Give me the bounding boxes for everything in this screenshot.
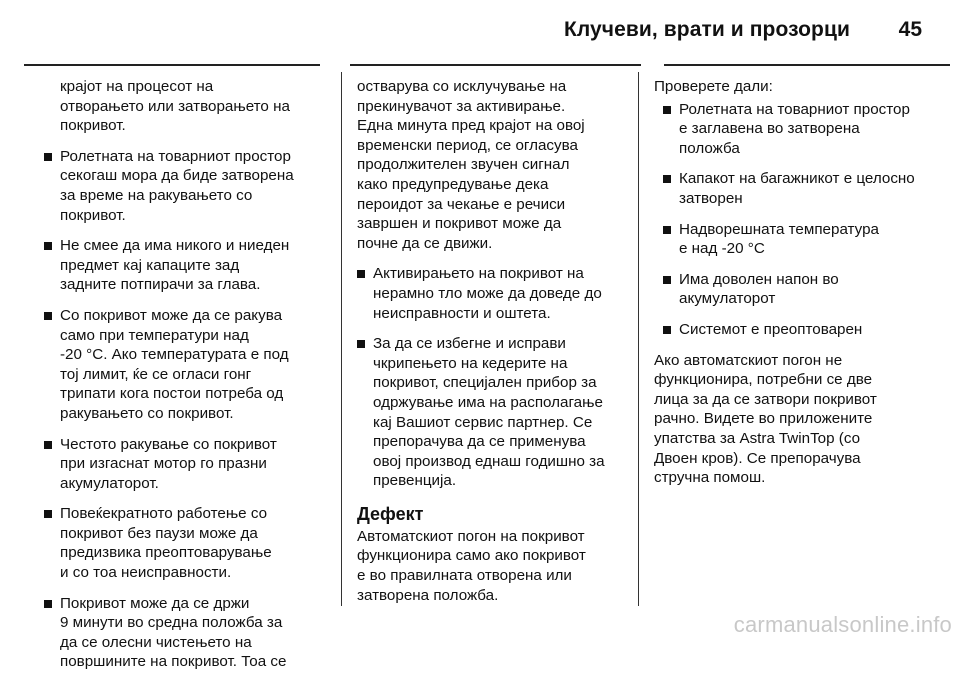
list-item-text: Надворешната температура е над -20 °C: [679, 220, 879, 258]
column-divider-2: [638, 72, 639, 606]
page-title: Клучеви, врати и прозорци: [563, 18, 850, 41]
bullet-icon: [663, 226, 671, 234]
list-item: [357, 264, 633, 323]
bullet-icon: [44, 441, 52, 449]
list-item-text: Има доволен напон во акумулаторот: [679, 270, 839, 308]
bullet-icon: [663, 276, 671, 284]
list-item-text: Не смее да има никого и ниеден предмет кај капаците зад задните потпирачи за глава.: [60, 237, 290, 294]
bullet-icon: [44, 600, 52, 608]
list-item-text: Покривот може да се држи 9 минути во средна положба за да се олесни чистењето на површините на покривот. Тоа се: [60, 594, 287, 671]
column-1-top-rule: [24, 64, 320, 66]
list-item-text: Активирањето на покривот на нерамно тло може да доведе до неисправности и оштета.: [373, 265, 602, 322]
page-header: [0, 0, 960, 66]
bullet-icon: [44, 153, 52, 161]
list-item: [44, 236, 336, 295]
watermark: carmanualsonline.info: [733, 612, 952, 637]
list-item: [44, 435, 336, 494]
defect-text: Автоматскиот погон на покривот функционира само ако покривот е во правилната отворена или затворена положба.: [357, 527, 586, 604]
closing-text: Ако автоматскиот погон не функционира, потребни се две лица за да се затвори покривот рачно. Видете во приложените упатства за Astra TwinTop (со Двоен кров). Се препорачува стручна помош.: [654, 351, 877, 487]
bullet-icon: [663, 106, 671, 114]
checklist-intro: Проверете дали:: [654, 78, 773, 95]
column-1: [60, 77, 336, 683]
list-item: [44, 147, 336, 225]
list-item-text: Ролетната на товарниот простор е заглавена во затворена положба: [679, 100, 910, 157]
list-item-text: Со покривот може да се ракува само при температури над -20 °C. Ако температурата е под тој лимит, ќе се огласи гонг трипати кога постои потреба од ракувањето со покривот.: [60, 306, 289, 422]
list-item-text: Ролетната на товарниот простор секогаш мора да биде затворена за време на ракувањето со покривот.: [60, 147, 294, 224]
list-item: [44, 504, 336, 582]
list-item-text: Честото ракување со покривот при изгаснат мотор го празни акумулаторот.: [60, 435, 277, 492]
list-item: [357, 334, 633, 491]
list-item-text: За да се избегне и исправи чкрипењето на кедерите на покривот, специјален прибор за одржување има на располагање кај Вашиот сервис партнер. Се препорачува да се применува овој производ еднаш годишно за превенција.: [373, 335, 605, 490]
bullet-icon: [44, 510, 52, 518]
checklist: [654, 100, 950, 340]
section-heading: Дефект: [357, 503, 424, 524]
list-item-text: Капакот на багажникот е целосно затворен: [679, 170, 915, 207]
list-item-text: Системот е преоптоварен: [679, 320, 863, 338]
column-3: [654, 77, 950, 499]
bullet-icon: [44, 312, 52, 320]
list-item: [44, 306, 336, 424]
bullet-icon: [663, 326, 671, 334]
bullet-icon: [357, 270, 365, 278]
page-number: 45: [898, 18, 922, 41]
column-3-top-rule: [664, 64, 950, 66]
list-item: [663, 320, 950, 340]
bullet-icon: [663, 175, 671, 183]
list-item: [44, 594, 336, 672]
list-item: [663, 169, 950, 208]
list-item-text: Повеќекратното работење со покривот без паузи може да предизвика преоптоварување и со тоа неисправности.: [60, 505, 272, 582]
continuation-text: остварува со исклучување на прекинувачот за активирање. Една минута пред крајот на овој временски период, се огласува продолжителен звучен сигнал како предупредување дека пероидот за чекање е речиси завршен и покривот може да почне да се движи.: [357, 78, 585, 252]
bullet-icon: [357, 340, 365, 348]
list-item: [663, 100, 950, 159]
list-item: [663, 270, 950, 309]
continuation-text: крајот на процесот на отворањето или затворањето на покривот.: [60, 78, 290, 135]
column-2: [357, 77, 633, 616]
bullet-icon: [44, 242, 52, 250]
list-item: [663, 220, 950, 259]
column-divider-1: [341, 72, 342, 606]
column-2-top-rule: [350, 64, 641, 66]
